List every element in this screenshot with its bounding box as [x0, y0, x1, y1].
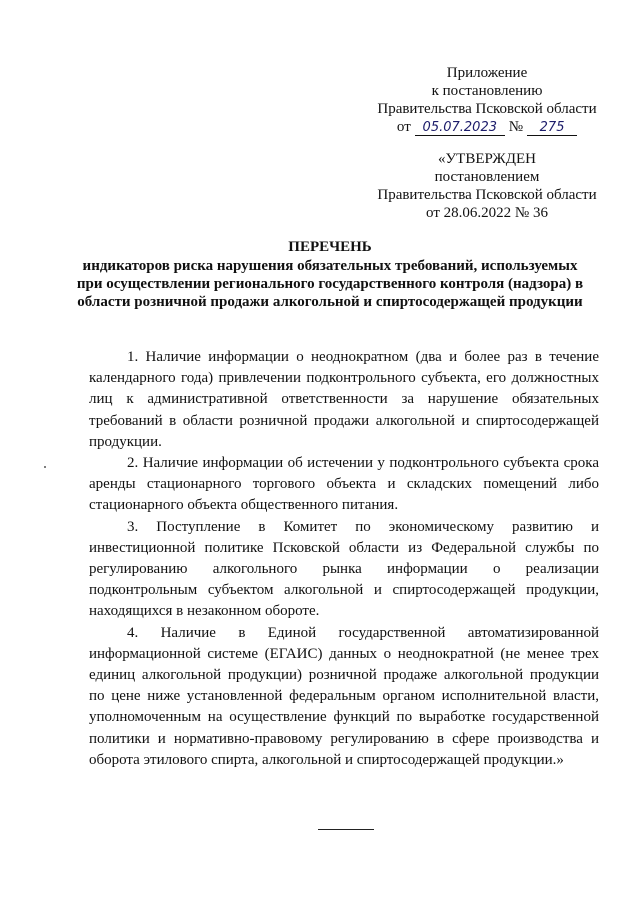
- list-item-4: 4. Наличие в Единой государственной автоматизированной информационной системе (ЕГАИС) данных о неоднократной (не менее трех единиц алкогольной продукции) розничной продаже алкогольной продукции по цене ниже установленной федеральным органом исполнительной власти, уполномоченным на осуществление функций по выработке государственной политики и нормативно-правовому регулированию в сфере производства и оборота этилового спирта, алкогольной и спиртосодержащей продукции.»: [89, 624, 599, 768]
- list-item-1: 1. Наличие информации о неоднократном (два и более раз в течение календарного года) привлечении подконтрольного субъекта, его должностных лиц к административной ответственности за нарушение обязательных требований в области розничной продажи алкогольной и спиртосодержащей продукции.: [89, 349, 599, 450]
- appendix-header: [370, 64, 604, 136]
- scan-speck: [44, 466, 46, 468]
- number-prefix: №: [508, 119, 524, 135]
- approved-header: [370, 150, 604, 222]
- approved-line-3: Правительства Псковской области: [377, 187, 597, 203]
- list-item-3: 3. Поступление в Комитет по экономическому развитию и инвестиционной политике Псковской области из Федеральной службы по регулированию алкогольного рынка информации о реализации подконтрольным субъектом алкогольной и спиртосодержащей продукции, находящихся в незаконном обороте.: [89, 518, 599, 620]
- date-prefix: от: [396, 119, 411, 135]
- appendix-line-3: Правительства Псковской области: [377, 101, 597, 117]
- appendix-line-1: Приложение: [446, 65, 528, 81]
- approved-line-1: «УТВЕРЖДЕН: [438, 151, 536, 167]
- appendix-date-line: [370, 118, 604, 136]
- document-body: [89, 347, 599, 771]
- approved-line-2: постановлением: [434, 169, 540, 185]
- approved-line-4: от 28.06.2022 № 36: [426, 205, 548, 221]
- appendix-line-2: к постановлению: [431, 83, 543, 99]
- handwritten-date: 05.07.2023: [415, 120, 505, 136]
- list-item-2: 2. Наличие информации об истечении у подконтрольного субъекта срока аренды стационарного торгового объекта и складских помещений либо стационарного объекта общественного питания.: [89, 455, 599, 514]
- handwritten-number: 275: [527, 120, 577, 136]
- end-divider: [318, 829, 374, 830]
- document-title: ПЕРЕЧЕНЬ: [288, 239, 372, 255]
- document-subtitle: индикаторов риска нарушения обязательных требований, используемых при осуществлении регионального государственного контроля (надзора) в области розничной продажи алкогольной и спиртосодержащей продукции: [76, 258, 584, 310]
